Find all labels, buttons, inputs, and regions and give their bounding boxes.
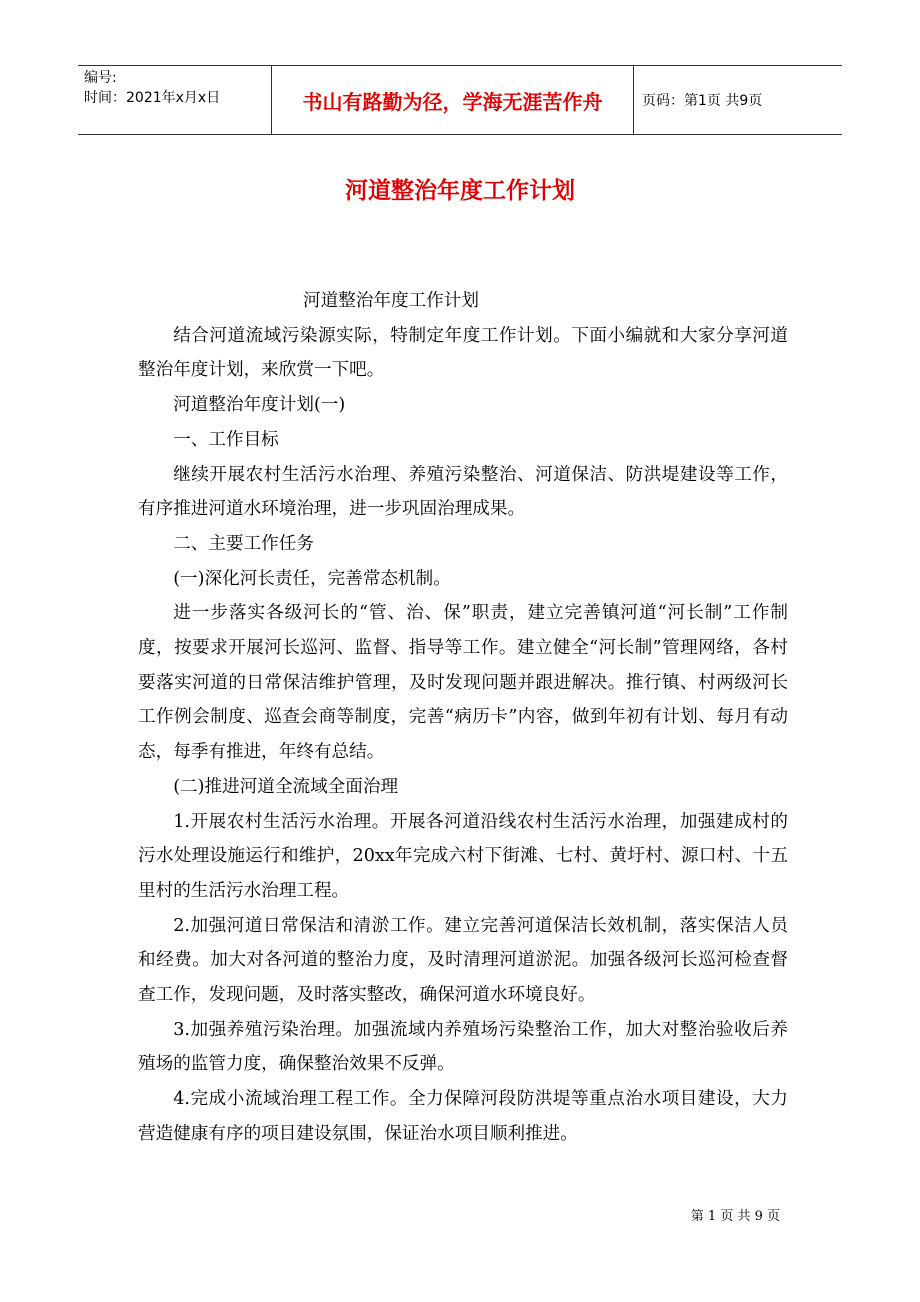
paragraph: 3.加强养殖污染治理。加强流域内养殖场污染整治工作，加大对整治验收后养殖场的监管力度，确保整治效果不反弹。 xyxy=(138,1019,788,1075)
header-meta xyxy=(78,66,272,134)
paragraph: 进一步落实各级河长的“管、治、保”职责，建立完善镇河道“河长制”工作制度，按要求开展河长巡河、监督、指导等工作。建立健全“河长制”管理网络，各村要落实河道的日常保洁维护管理，及时发现问题并跟进解决。推行镇、村两级河长工作例会制度、巡查会商等制度，完善“病历卡”内容，做到年初有计划、每月有动态，每季有推进，年终有总结。 xyxy=(138,603,788,763)
page-footer: 第 1 页 共 9 页 xyxy=(690,1209,780,1224)
number-label: 编号: xyxy=(84,70,117,86)
paragraph: 结合河道流域污染源实际，特制定年度工作计划。下面小编就和大家分享河道整治年度计划，来欣赏一下吧。 xyxy=(138,325,788,381)
section-heading: 一、工作目标 xyxy=(173,429,279,450)
document-title: 河道整治年度工作计划 xyxy=(345,178,575,204)
paragraph: 继续开展农村生活污水治理、养殖污染整治、河道保洁、防洪堤建设等工作，有序推进河道水环境治理，进一步巩固治理成果。 xyxy=(138,464,788,520)
subtitle: 河道整治年度工作计划 xyxy=(303,291,479,311)
paragraph: 1.开展农村生活污水治理。开展各河道沿线农村生活污水治理，加强建成村的污水处理设施运行和维护，20xx年完成六村下街滩、七村、黄圩村、源口村、十五里村的生活污水治理工程。 xyxy=(138,811,788,901)
section-heading: 二、主要工作任务 xyxy=(173,533,314,554)
section-heading: (二)推进河道全流域全面治理 xyxy=(173,776,399,797)
header-motto: 书山有路勤为径，学海无涯苦作舟 xyxy=(272,66,634,134)
section-heading: 河道整治年度计划(一) xyxy=(173,395,346,416)
page-header xyxy=(78,65,842,135)
section-heading: (一)深化河长责任，完善常态机制。 xyxy=(173,568,451,589)
paragraph: 4.完成小流域治理工程工作。全力保障河段防洪堤等重点治水项目建设，大力营造健康有序的项目建设氛围，保证治水项目顺利推进。 xyxy=(138,1089,788,1144)
header-page-info: 页码：第1页 共9页 xyxy=(642,93,763,109)
time-label: 时间：2021年x月x日 xyxy=(84,90,221,106)
document-body xyxy=(138,284,788,1152)
paragraph: 2.加强河道日常保洁和清淤工作。建立完善河道保洁长效机制，落实保洁人员和经费。加大对各河道的整治力度，及时清理河道淤泥。加强各级河长巡河检查督查工作，发现问题，及时落实整改，确保河道水环境良好。 xyxy=(138,915,788,1006)
